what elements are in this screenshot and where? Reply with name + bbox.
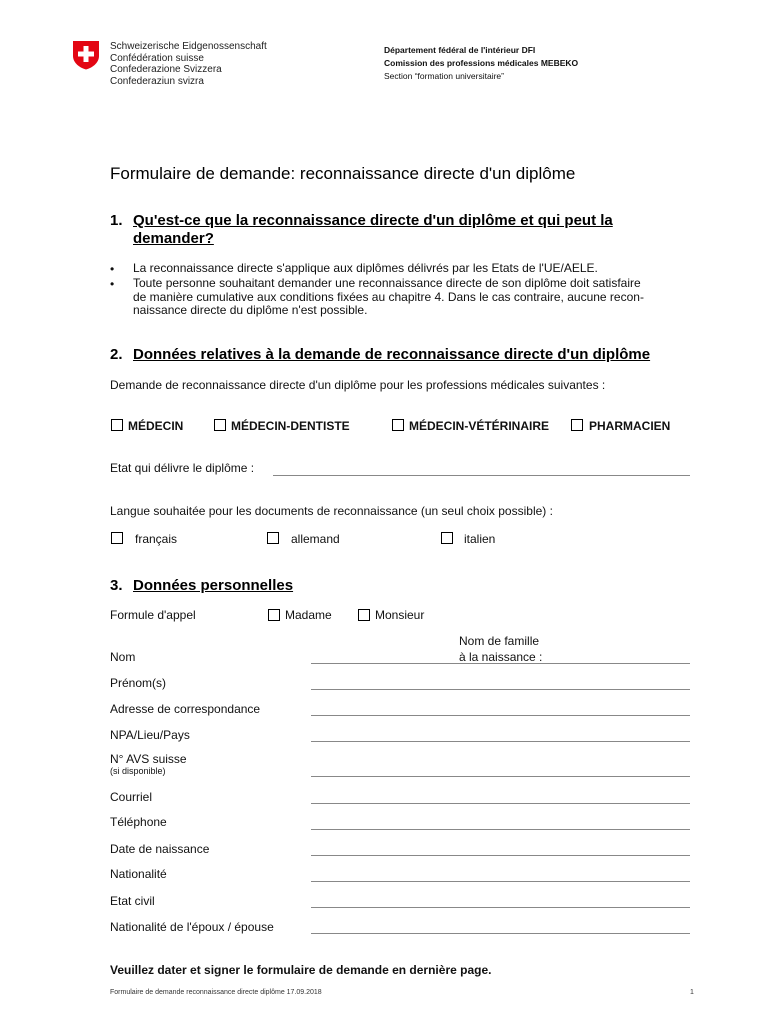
bullet-dot: • [110,277,115,291]
label-pharmacien: PHARMACIEN [589,419,671,433]
label-naissance: Date de naissance [110,842,210,856]
label-nationalite: Nationalité [110,867,167,881]
language-label: Langue souhaitée pour les documents de reconnaissance (un seul choix possible) : [110,504,553,518]
department-name: Département fédéral de l'intérieur DFI [384,45,536,55]
department-block [384,44,578,83]
nationalite-input-line[interactable] [311,881,690,882]
label-avs-note: (si disponible) [110,766,166,776]
footer-text: Formulaire de demande reconnaissance directe diplôme 17.09.2018 [110,989,322,996]
signature-note: Veuillez dater et signer le formulaire de demande en dernière page. [110,963,492,977]
section-2-intro: Demande de reconnaissance directe d'un diplôme pour les professions médicales suivantes : [110,378,606,392]
label-monsieur: Monsieur [375,608,425,622]
label-allemand: allemand [291,532,340,546]
telephone-input-line[interactable] [311,829,690,830]
label-medecin: MÉDECIN [128,419,184,433]
npa-input-line[interactable] [311,741,690,742]
state-input-line[interactable] [273,475,690,476]
label-madame: Madame [285,608,332,622]
label-medecin-veterinaire: MÉDECIN-VÉTÉRINAIRE [409,419,550,433]
label-npa: NPA/Lieu/Pays [110,728,190,742]
confederation-line-fr: Confédération suisse [110,52,204,64]
confederation-names [110,41,267,87]
checkbox-allemand[interactable] [267,532,279,544]
bullet-text-2 [133,277,644,318]
label-nationalite-epoux: Nationalité de l'époux / épouse [110,920,274,934]
commission-name: Comission des professions médicales MEBEKO [384,58,579,68]
checkbox-francais[interactable] [111,532,123,544]
etat-civil-input-line[interactable] [311,907,690,908]
label-etat-civil: Etat civil [110,894,155,908]
label-nom: Nom [110,650,136,664]
section-1-number: 1. [110,212,123,229]
checkbox-pharmacien[interactable] [571,419,583,431]
page-number: 1 [690,989,694,996]
checkbox-medecin-veterinaire[interactable] [392,419,404,431]
nationalite-epoux-input-line[interactable] [311,933,690,934]
section-1-heading [110,212,670,252]
bullet-text-1 [133,262,598,276]
salutation-label: Formule d'appel [110,608,196,622]
section-3-number: 3. [110,577,123,594]
label-adresse: Adresse de correspondance [110,702,261,716]
confederation-line-rm: Confederaziun svizra [110,75,204,87]
page-title: Formulaire de demande: reconnaissance directe d'un diplôme [110,164,576,183]
section-2-heading [110,346,690,366]
label-prenom: Prénom(s) [110,676,167,690]
confederation-line-de: Schweizerische Eidgenossenschaft [110,41,267,52]
bullet-1-line: La reconnaissance directe s'applique aux diplômes délivrés par les Etats de l'UE/AELE. [133,261,598,275]
section-3-heading-text: Données personnelles [133,577,294,594]
section-2-heading-text: Données relatives à la demande de reconnaissance directe d'un diplôme [133,346,651,363]
label-courriel: Courriel [110,790,153,804]
label-telephone: Téléphone [110,815,167,829]
bullet-2-line-1: Toute personne souhaitant demander une reconnaissance directe de son diplôme doit satisfaire [133,276,641,290]
bullet-dot: • [110,262,115,276]
checkbox-medecin-dentiste[interactable] [214,419,226,431]
birth-name-label-line1: Nom de famille [459,634,540,648]
avs-input-line[interactable] [311,776,690,777]
courriel-input-line[interactable] [311,803,690,804]
bullet-2-line-3: naissance directe du diplôme n'est possible. [133,303,368,317]
label-francais: français [135,532,178,546]
checkbox-monsieur[interactable] [358,609,370,621]
label-avs: N° AVS suisse [110,752,187,766]
bullet-2-line-2: de manière cumulative aux conditions fixées au chapitre 4. Dans le cas contraire, aucune recon- [133,289,644,304]
naissance-input-line[interactable] [311,855,690,856]
prenom-input-line[interactable] [311,689,690,690]
section-1-heading-line1: Qu'est-ce que la reconnaissance directe d'un diplôme et qui peut la [133,212,613,229]
section-3-heading [110,577,410,597]
label-italien: italien [464,532,496,546]
section-1-heading-line2: demander? [133,230,214,247]
adresse-input-line[interactable] [311,715,690,716]
swiss-flag-icon [72,40,100,70]
section-2-number: 2. [110,346,123,363]
birth-name-label-line2: à la naissance : [459,650,543,664]
section-name: Section “formation universitaire” [384,71,504,81]
checkbox-medecin[interactable] [111,419,123,431]
label-medecin-dentiste: MÉDECIN-DENTISTE [231,419,350,433]
state-label: Etat qui délivre le diplôme : [110,461,255,475]
confederation-line-it: Confederazione Svizzera [110,64,222,75]
checkbox-madame[interactable] [268,609,280,621]
nom-input-line[interactable] [311,663,690,664]
checkbox-italien[interactable] [441,532,453,544]
